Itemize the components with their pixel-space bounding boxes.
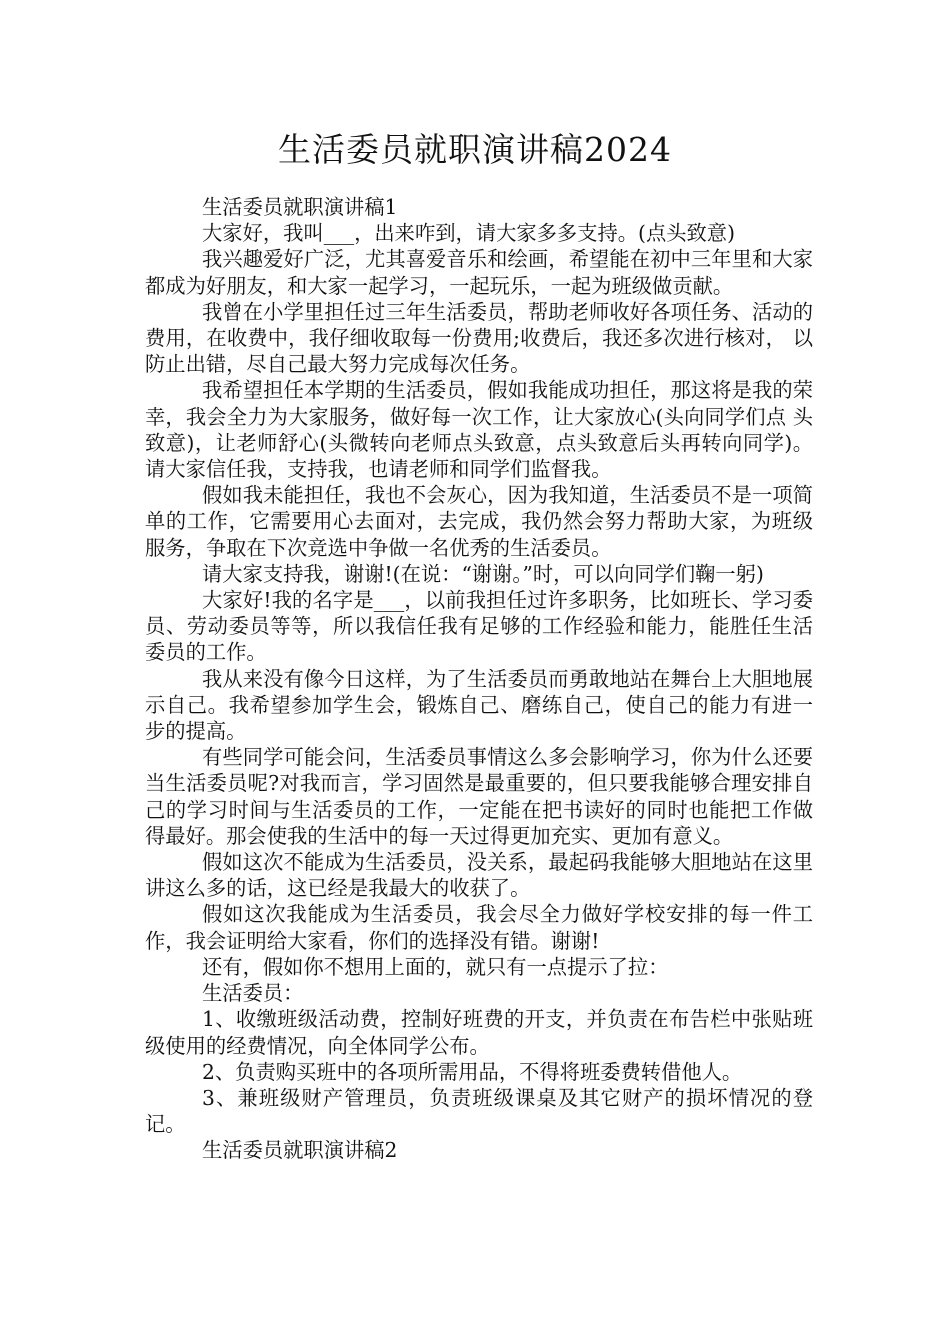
- document-body: [145, 194, 813, 1164]
- list-item: 3、兼班级财产管理员，负责班级课桌及其它财产的损坏情况的登记。: [145, 1085, 813, 1137]
- paragraph: 有些同学可能会问，生活委员事情这么多会影响学习，你为什么还要当生活委员呢?对我而言，学习固然是最重要的，但只要我能够合理安排自己的学习时间与生活委员的工作，一定能在把书读好的同时也能把工作做得最好。那会使我的生活中的每一天过得更加充实、更加有意义。: [145, 745, 813, 848]
- paragraph: 我兴趣爱好广泛，尤其喜爱音乐和绘画，希望能在初中三年里和大家都成为好朋友，和大家一起学习，一起玩乐，一起为班级做贡献。: [145, 247, 813, 298]
- paragraph: 我从来没有像今日这样，为了生活委员而勇敢地站在舞台上大胆地展示自己。我希望参加学生会，锻炼自己、磨练自己，使自己的能力有进一步的提高。: [145, 666, 813, 744]
- list-item: 2、负责购买班中的各项所需用品，不得将班委费转借他人。: [202, 1059, 743, 1084]
- paragraph: 请大家支持我，谢谢!(在说：“谢谢。”时，可以向同学们鞠一躬): [202, 561, 764, 586]
- section-heading-1: 生活委员就职演讲稿1: [202, 195, 398, 219]
- list-item: 1、收缴班级活动费，控制好班费的开支，并负责在布告栏中张贴班级使用的经费情况，向全体同学公布。: [145, 1007, 813, 1058]
- list-heading: 生活委员：: [202, 981, 304, 1006]
- paragraph: 假如这次我能成为生活委员，我会尽全力做好学校安排的每一件工作，我会证明给大家看，你们的选择没有错。谢谢!: [145, 902, 813, 953]
- document-title: 生活委员就职演讲稿2024: [278, 130, 672, 169]
- paragraph: 我曾在小学里担任过三年生活委员，帮助老师收好各项任务、活动的费用，在收费中，我仔细收取每一份费用;收费后，我还多次进行核对， 以防止出错，尽自己最大努力完成每次任务。: [145, 299, 813, 377]
- section-heading-2: 生活委员就职演讲稿2: [202, 1138, 398, 1163]
- paragraph: 大家好，我叫___，出来咋到，请大家多多支持。(点头致意): [202, 221, 735, 246]
- paragraph: 我希望担任本学期的生活委员，假如我能成功担任，那这将是我的荣幸，我会全力为大家服务，做好每一次工作，让大家放心(头向同学们点 头致意)，让老师舒心(头微转向老师点头致意，点头致意后头再转向同学)。请大家信任我，支持我，也请老师和同学们监督我。: [145, 378, 813, 482]
- paragraph: 假如这次不能成为生活委员，没关系，最起码我能够大胆地站在这里讲这么多的话，这已经是我最大的收获了。: [145, 850, 813, 901]
- paragraph: 大家好!我的名字是___，以前我担任过许多职务，比如班长、学习委员、劳动委员等等，所以我信任我有足够的工作经验和能力，能胜任生活委员的工作。: [145, 588, 813, 665]
- paragraph: 还有，假如你不想用上面的，就只有一点提示了拉：: [202, 954, 669, 979]
- paragraph: 假如我未能担任，我也不会灰心，因为我知道，生活委员不是一项简单的工作，它需要用心去面对，去完成，我仍然会努力帮助大家，为班级 服务，争取在下次竞选中争做一名优秀的生活委员。: [145, 483, 813, 560]
